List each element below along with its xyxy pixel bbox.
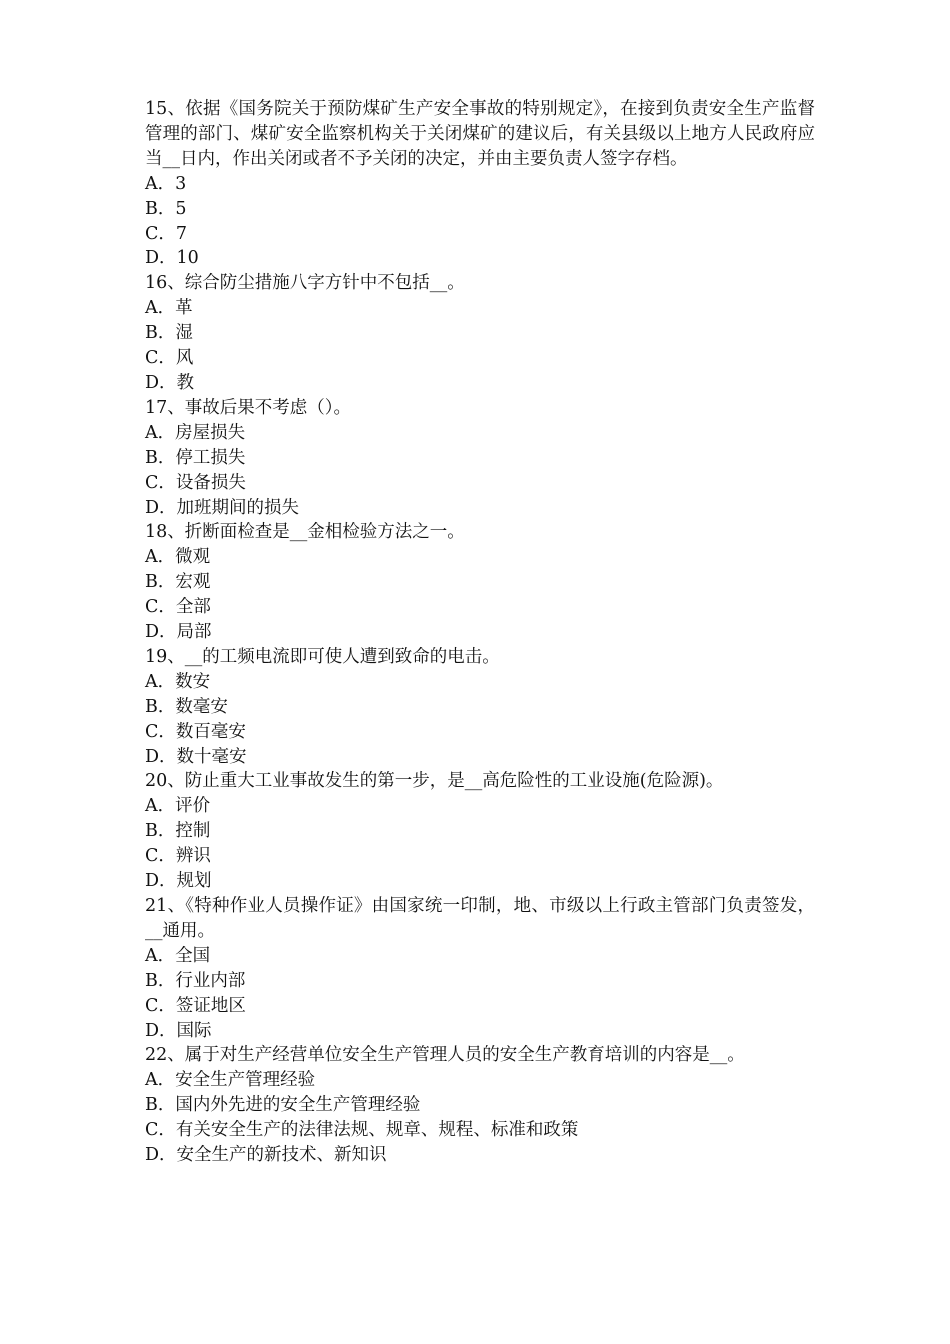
option-a: A．评价 xyxy=(145,796,211,817)
option-b: B．行业内部 xyxy=(145,970,246,991)
option-c: C．数百毫安 xyxy=(145,721,246,742)
question-22 xyxy=(145,1043,815,1168)
option-d: D．国际 xyxy=(145,1020,212,1041)
option-d: D．数十毫安 xyxy=(145,746,247,767)
question-20 xyxy=(145,769,815,894)
question-text: 15、依据《国务院关于预防煤矿生产安全事故的特别规定》，在接到负责安全生产监督管理的部门、煤矿安全监察机构关于关闭煤矿的建议后，有关县级以上地方人民政府应当__日内，作出关闭或者不予关闭的决定，并由主要负责人签字存档。 xyxy=(145,99,815,169)
option-a: A．3 xyxy=(145,173,187,194)
option-b: B．数毫安 xyxy=(145,696,228,717)
option-b: B．控制 xyxy=(145,821,211,842)
question-15 xyxy=(145,97,815,271)
question-text: 20、防止重大工业事故发生的第一步，是__高危险性的工业设施(危险源)。 xyxy=(145,771,724,792)
option-a: A．革 xyxy=(145,298,193,319)
option-d: D．安全生产的新技术、新知识 xyxy=(145,1145,387,1166)
question-text: 21、《特种作业人员操作证》由国家统一印制，地、市级以上行政主管部门负责签发，__通用。 xyxy=(145,896,815,941)
option-a: A．全国 xyxy=(145,945,211,966)
question-text: 17、事故后果不考虑（）。 xyxy=(145,397,352,418)
option-c: C．全部 xyxy=(145,597,211,618)
option-c: C．设备损失 xyxy=(145,472,246,493)
option-b: B．国内外先进的安全生产管理经验 xyxy=(145,1095,421,1116)
option-a: A．数安 xyxy=(145,671,211,692)
option-a: A．房屋损失 xyxy=(145,422,246,443)
option-c: C．有关安全生产的法律法规、规章、规程、标准和政策 xyxy=(145,1120,579,1141)
option-c: C．签证地区 xyxy=(145,995,246,1016)
option-c: C．风 xyxy=(145,348,194,369)
option-a: A．安全生产管理经验 xyxy=(145,1070,316,1091)
question-18 xyxy=(145,520,815,645)
option-d: D．教 xyxy=(145,372,195,393)
option-d: D．加班期间的损失 xyxy=(145,497,300,518)
question-text: 18、折断面检查是__金相检验方法之一。 xyxy=(145,522,465,543)
question-19 xyxy=(145,645,815,770)
question-17 xyxy=(145,396,815,521)
option-d: D．规划 xyxy=(145,871,212,892)
option-d: D．局部 xyxy=(145,622,212,643)
question-text: 19、__的工频电流即可使人遭到致命的电击。 xyxy=(145,646,500,667)
question-list xyxy=(145,97,815,1168)
question-21 xyxy=(145,894,815,1043)
option-b: B．5 xyxy=(145,198,187,219)
option-b: B．停工损失 xyxy=(145,447,246,468)
option-a: A．微观 xyxy=(145,547,211,568)
question-text: 22、属于对生产经营单位安全生产管理人员的安全生产教育培训的内容是__。 xyxy=(145,1045,745,1066)
option-c: C．辨识 xyxy=(145,846,211,867)
question-16 xyxy=(145,271,815,396)
question-text: 16、综合防尘措施八字方针中不包括__。 xyxy=(145,273,465,294)
option-d: D．10 xyxy=(145,248,199,269)
option-c: C．7 xyxy=(145,223,188,244)
option-b: B．湿 xyxy=(145,323,193,344)
option-b: B．宏观 xyxy=(145,572,211,593)
